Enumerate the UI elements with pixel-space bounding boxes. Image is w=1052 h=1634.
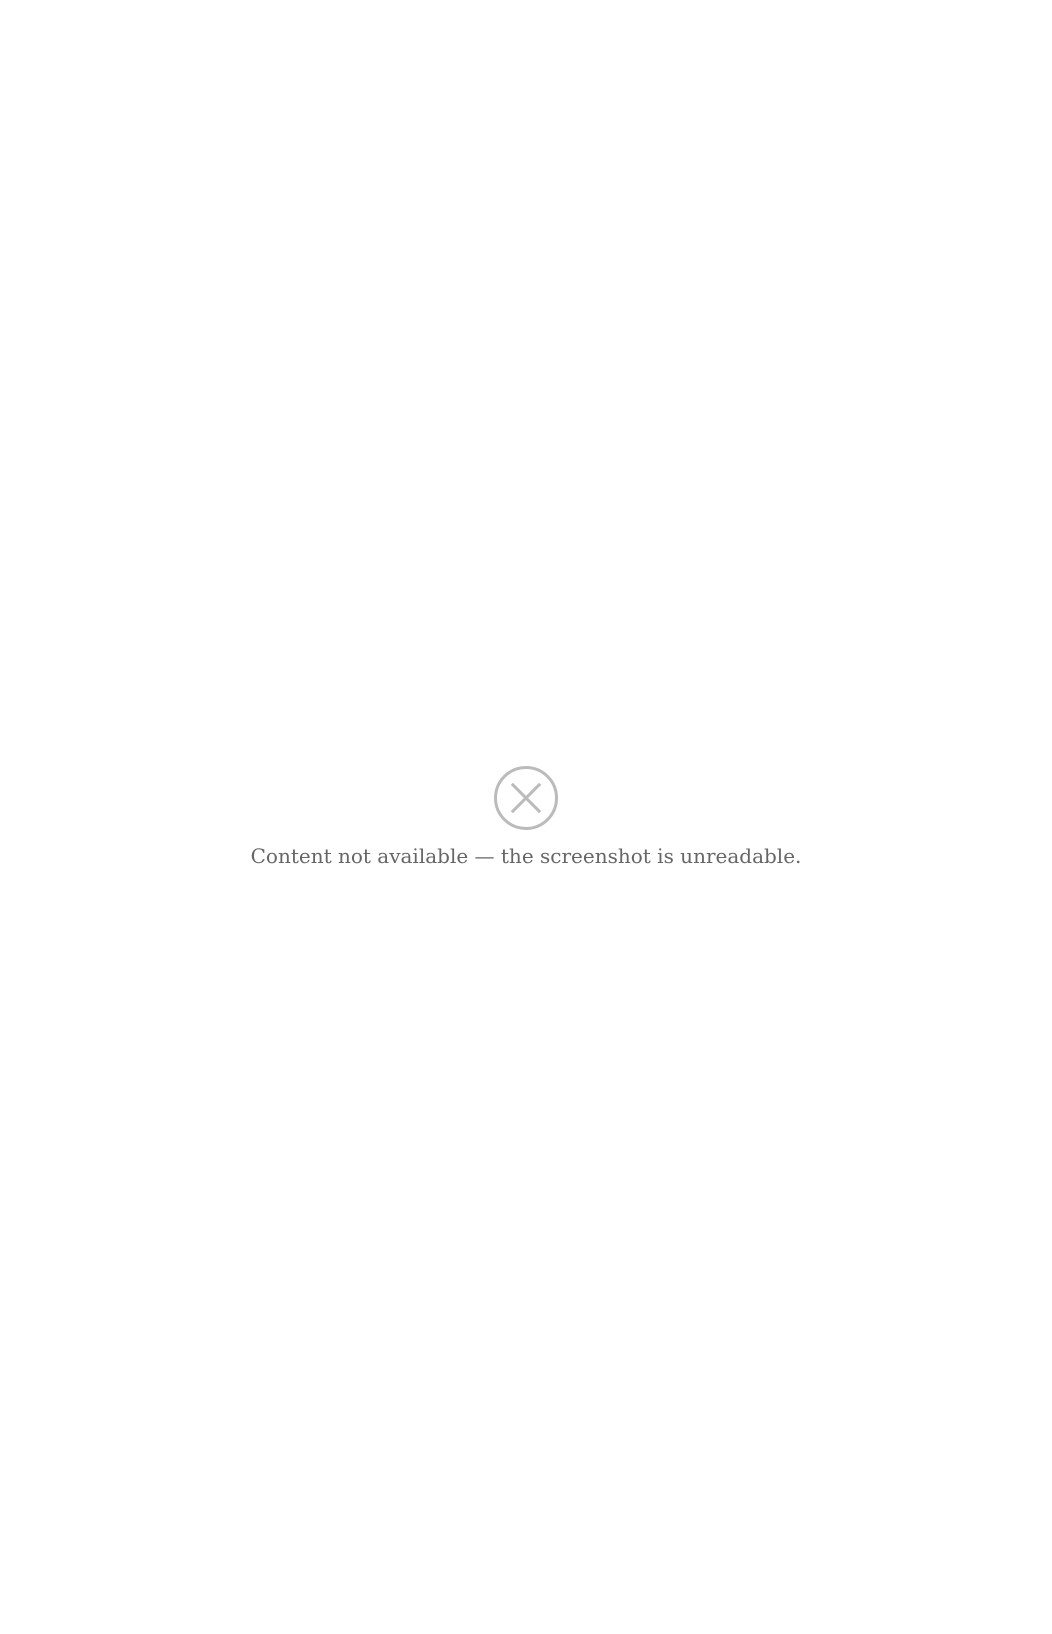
unavailable-message: Content not available — the screenshot is unreadable. (250, 844, 802, 868)
unavailable-icon (494, 766, 558, 830)
